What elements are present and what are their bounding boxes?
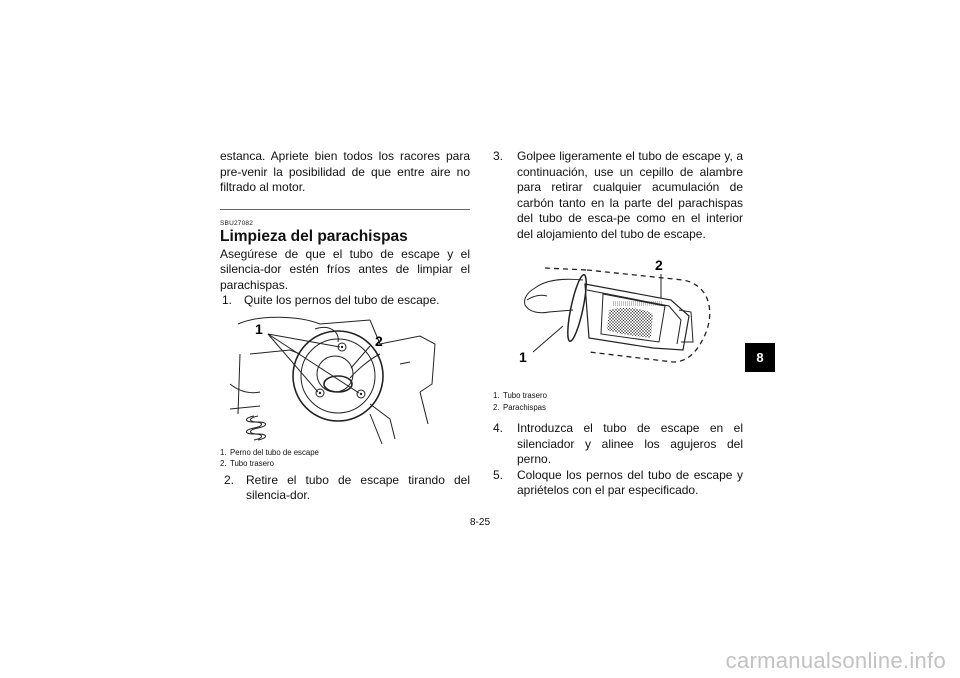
page-number: 8-25	[469, 517, 490, 528]
intro-paragraph: estanca. Apriete bien todos los racores para pre-venir la posibilidad de que entre aire no filtrado al motor.	[220, 149, 470, 194]
step-number: 5.	[493, 467, 504, 482]
step-3	[493, 149, 743, 242]
step-1	[222, 293, 470, 309]
right-column	[493, 149, 743, 499]
step-text: Coloque los pernos del tubo de escape y apriételos con el par especificado.	[517, 467, 743, 497]
chapter-tab: 8	[745, 343, 775, 372]
section-divider	[220, 209, 470, 210]
step-text: Quite los pernos del tubo de escape.	[244, 293, 440, 307]
step-text: Golpee ligeramente el tubo de escape y, a continuación, use un cepillo de alambre para retirar cualquier acumulación de carbón tanto en la parte del parachispas del tubo de esca-pe como en el interior del alojamiento del tubo de escape.	[517, 149, 743, 241]
step-text: Introduzca el tubo de escape en el silenciador y alinee los agujeros del perno.	[517, 421, 743, 466]
section-heading: Limpieza del parachispas	[220, 227, 408, 245]
watermark: carmanualsonline.info	[725, 648, 946, 673]
spark-arrester-illustration	[493, 250, 743, 390]
left-column	[220, 149, 470, 504]
section-body: Asegúrese de que el tubo de escape y el silencia-dor estén fríos antes de limpiar el parachispas.	[220, 246, 470, 292]
figure-label-1: 1	[255, 320, 263, 337]
step-text: Retire el tubo de escape tirando del silencia-dor.	[246, 472, 470, 502]
figure-caption-2: 2. Parachispas	[493, 402, 546, 412]
step-number: 3.	[493, 149, 504, 163]
figure-label-2: 2	[375, 332, 383, 349]
step-number: 1.	[222, 293, 233, 307]
exhaust-bolts-illustration	[220, 314, 470, 447]
figure-caption-2: 2. Tubo trasero	[220, 459, 274, 468]
step-5	[493, 468, 743, 499]
figure-label-1: 1	[519, 349, 527, 365]
figure-label-2: 2	[655, 257, 663, 273]
step-number: 4.	[493, 421, 504, 435]
step-2	[224, 473, 470, 504]
figure-caption-1: 1. Tubo trasero	[493, 391, 547, 400]
figure-caption-1: 1. Perno del tubo de escape	[220, 447, 319, 457]
section-code: SBU27082	[220, 219, 254, 227]
step-number: 2.	[224, 472, 235, 487]
step-4	[493, 421, 743, 468]
